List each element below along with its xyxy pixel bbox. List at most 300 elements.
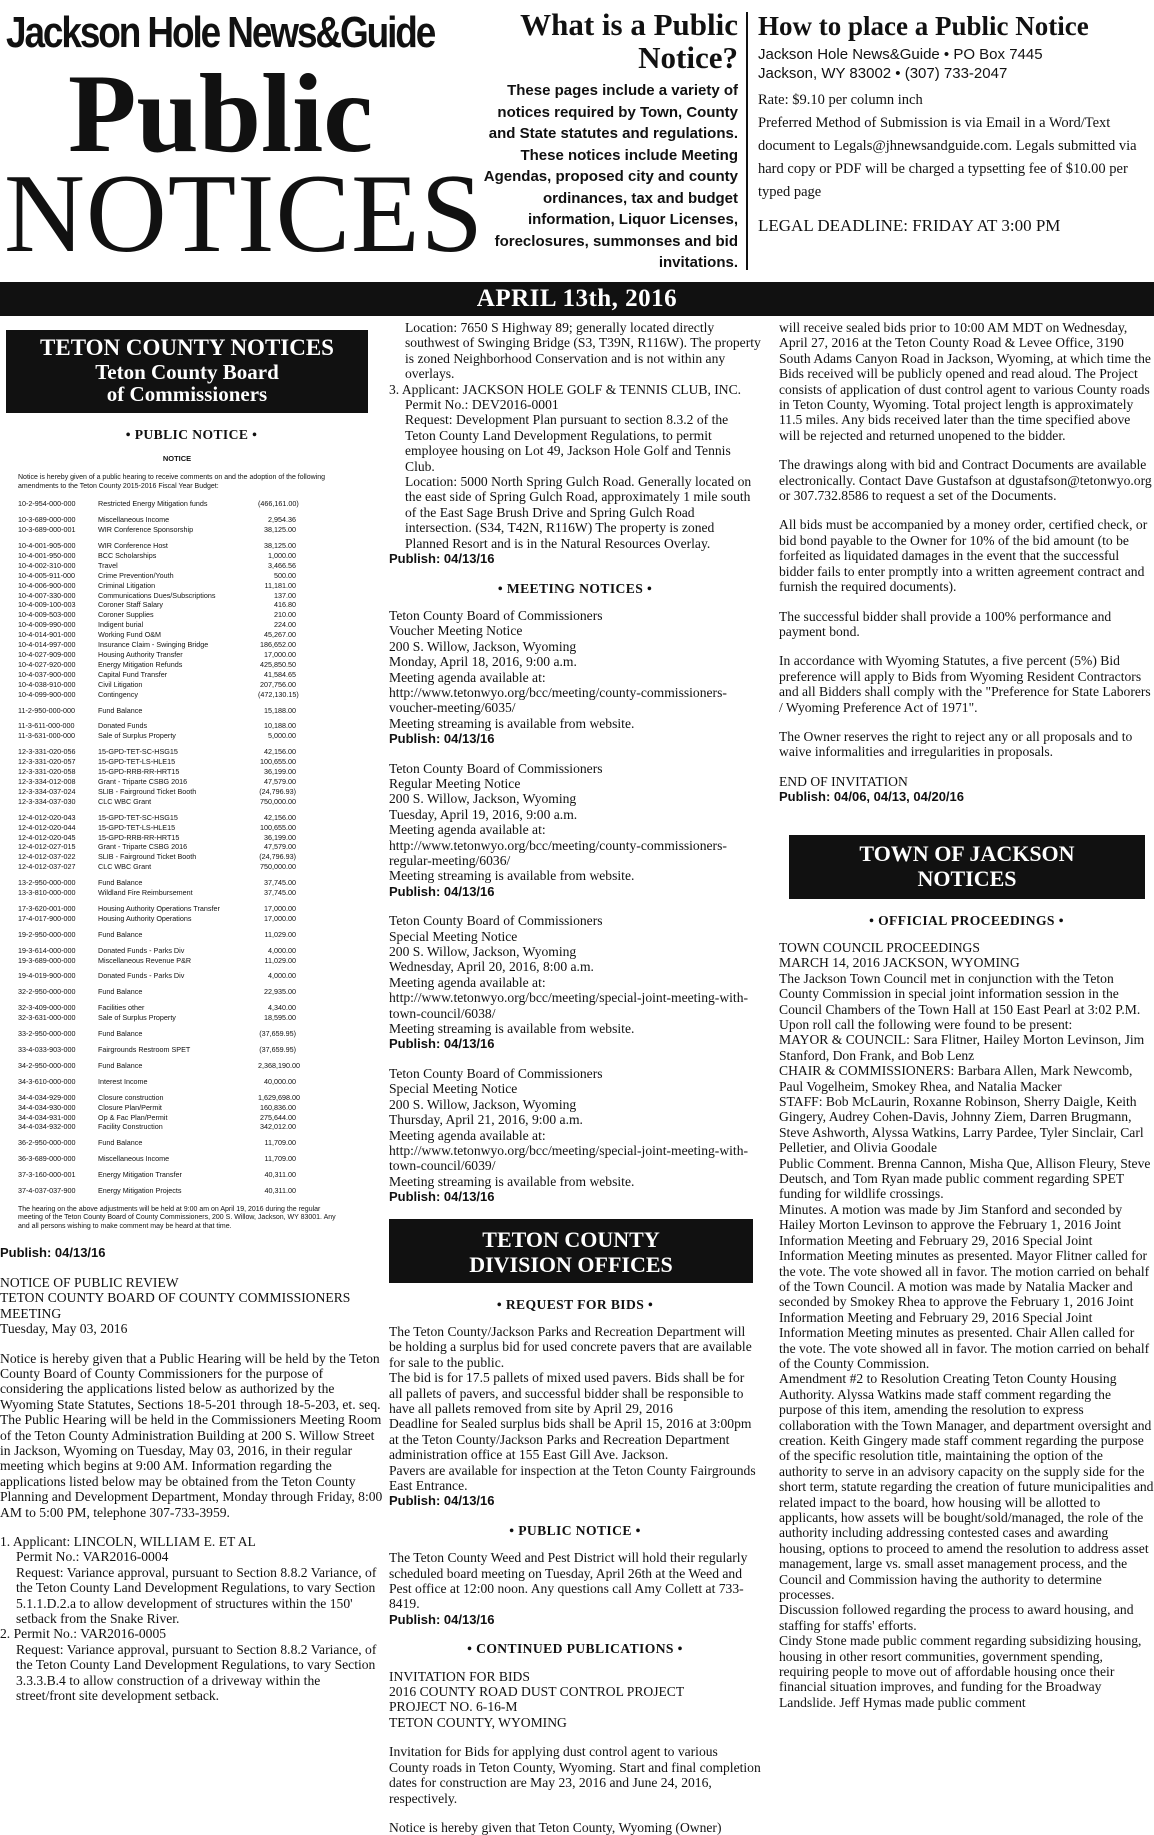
budget-row (18, 833, 336, 843)
invitation-title-2: 2016 COUNTY ROAD DUST CONTROL PROJECT (389, 1684, 685, 1700)
brand-block (4, 8, 506, 276)
budget-account: 19-3-689-000-000 (18, 955, 76, 965)
item-3-location: Location: 5000 North Spring Gulch Road. Generally located on the east side of Spring Gulch Road, approximately 1 mile south of the East Sage Brush Drive and Spring Gulch Road intersection. (S34, T42N, R116W) The property is zoned Planned Resort and is in the Natural Resources Overlay. (405, 474, 752, 551)
budget-amount: 11,709.00 (264, 1138, 296, 1148)
budget-description: Fund Balance (98, 1060, 143, 1070)
continued-publications-heading: • CONTINUED PUBLICATIONS • (467, 1641, 683, 1657)
budget-description: 15-GPD-RRB-RR-HRT15 (98, 832, 180, 842)
budget-row (18, 987, 336, 997)
budget-amount: 100,655.00 (260, 757, 296, 767)
budget-account: 12-3-334-012-008 (18, 776, 76, 786)
budget-description: Working Fund O&M (98, 630, 161, 640)
meeting-line: Meeting streaming is available from website. (389, 1173, 635, 1189)
budget-amount: 37,745.00 (264, 888, 296, 898)
budget-row (18, 640, 336, 650)
how-to-box (758, 10, 1150, 236)
what-is-body: These pages include a variety of notices required by Town, County and State statutes and regulations. These notices include Meeting Agendas, proposed city and county ordinances, tax and budget information, Liquor Licenses, foreclosures, summonses and bid invitations. (483, 82, 738, 271)
budget-row (18, 591, 336, 601)
budget-amount: 3,466.56 (268, 560, 296, 570)
budget-description: Energy Mitigation Transfer (98, 1170, 182, 1180)
budget-description: SLIB - Fairground Ticket Booth (98, 852, 197, 862)
budget-description: 15-GPD-TET-LS-HLE15 (98, 757, 176, 767)
banner-subtitle-1: Teton County Board (95, 360, 279, 384)
budget-account: 32-2-950-000-000 (18, 987, 76, 997)
budget-account: 34-2-950-000-000 (18, 1060, 76, 1070)
budget-row (18, 1061, 336, 1071)
budget-row (18, 823, 336, 833)
publish-line: Publish: 04/13/16 (389, 551, 495, 567)
budget-amount: 45,267.00 (264, 630, 296, 640)
publish-line: Publish: 04/13/16 (389, 883, 495, 899)
budget-amount: 15,188.00 (264, 705, 296, 715)
budget-notice (18, 454, 336, 1231)
vertical-divider (746, 12, 748, 270)
budget-account: 36-2-950-000-000 (18, 1138, 76, 1148)
budget-amount: 11,709.00 (264, 1154, 296, 1164)
budget-intro: Notice is hereby given of a public hearing to receive comments on and the adoption of the following amendments to the Teton County 2015-2016 Fiscal Year Budget: (18, 474, 326, 490)
budget-description: Sale of Surplus Property (98, 1013, 176, 1023)
budget-row (18, 956, 336, 966)
budget-description: Donated Funds - Parks Div (98, 945, 185, 955)
budget-row (18, 797, 336, 807)
meeting-agenda-link[interactable]: Meeting agenda available at: http://www.tetonwyo.org/bcc/meeting/special-joint-meeting-with-town-council/6039/ (389, 1127, 749, 1174)
budget-amount: 17,000.00 (264, 650, 296, 659)
meeting-agenda-link[interactable]: Meeting agenda available at: http://www.tetonwyo.org/bcc/meeting/county-commissioners-regular-meeting/6036/ (389, 822, 727, 868)
budget-description: Miscellaneous Income (98, 1154, 170, 1164)
contact-address (758, 45, 1150, 83)
budget-account: 36-3-689-000-000 (18, 1154, 76, 1164)
budget-account: 12-3-331-020-058 (18, 767, 76, 777)
town-of-jackson-banner (789, 835, 1145, 899)
budget-description: Capital Fund Transfer (98, 669, 168, 679)
budget-description: WIR Conference Host (98, 541, 168, 551)
meeting-line: Meeting streaming is available from website. (389, 1021, 635, 1037)
public-notice-heading: • PUBLIC NOTICE • (125, 427, 258, 442)
budget-account: 32-3-409-000-000 (18, 1003, 76, 1013)
invitation-continued-6: The Owner reserves the right to reject any or all proposals and to waive informalities and irregularities in proposals. (779, 728, 1133, 760)
budget-account: 34-4-034-932-000 (18, 1122, 76, 1132)
budget-row (18, 581, 336, 591)
review-heading-1: NOTICE OF PUBLIC REVIEW (0, 1274, 179, 1290)
budget-account: 10-4-001-905-000 (18, 541, 76, 551)
meeting-line: Tuesday, April 19, 2016, 9:00 a.m. (389, 806, 578, 822)
budget-description: Interest Income (98, 1076, 148, 1086)
budget-description: Travel (98, 560, 118, 570)
banner-subtitle-2: of Commissioners (106, 382, 268, 406)
meeting-line: Special Meeting Notice (389, 928, 518, 944)
item-3-permit: Permit No.: DEV2016-0001 (405, 397, 559, 413)
column-3 (779, 320, 1154, 1790)
budget-amount: 40,311.00 (264, 1170, 296, 1180)
budget-row (18, 630, 336, 640)
budget-amount: 42,156.00 (264, 747, 296, 757)
budget-row (18, 670, 336, 680)
budget-account: 10-4-099-900-000 (18, 689, 76, 699)
budget-description: Energy Mitigation Projects (98, 1186, 182, 1196)
item-3-applicant: 3. Applicant: JACKSON HOLE GOLF & TENNIS CLUB, INC. (389, 381, 742, 397)
meeting-line: Special Meeting Notice (389, 1081, 518, 1097)
budget-description: 15-GPD-TET-SC-HSG15 (98, 812, 178, 822)
what-is-box (470, 8, 738, 274)
notices-heading: NOTICES (4, 152, 484, 276)
budget-account: 17-3-620-001-000 (18, 903, 76, 913)
cindy-stone-comment: Cindy Stone made public comment regarding subsidizing housing, housing in other resort communities, government spending, requiring people to move out of affordable housing once their financial situation improves, and funding for the Broadway Landslide. Jeff Hymas made public comment (779, 1633, 1142, 1710)
budget-account: 10-4-001-950-000 (18, 550, 76, 560)
budget-row (18, 1138, 336, 1148)
masthead (0, 0, 1154, 278)
budget-amount: 17,000.00 (264, 913, 296, 923)
budget-row (18, 878, 336, 888)
budget-description: Fund Balance (98, 987, 143, 997)
budget-row (18, 862, 336, 872)
mayor-council: MAYOR & COUNCIL: Sara Flitner, Hailey Morton Levinson, Jim Stanford, Don Frank, and Bob Lenz (779, 1032, 1145, 1063)
budget-description: WIR Conference Sponsorship (98, 525, 194, 535)
budget-row (18, 747, 336, 757)
budget-account: 10-4-009-990-000 (18, 620, 76, 630)
official-proceedings-heading: • OFFICIAL PROCEEDINGS • (869, 912, 1064, 928)
budget-account: 12-3-334-037-024 (18, 786, 76, 796)
budget-amount: 18,595.00 (264, 1013, 296, 1023)
budget-row (18, 690, 336, 700)
budget-amount: (37,659.95) (259, 1045, 296, 1054)
meeting-line: 200 S. Willow, Jackson, Wyoming (389, 791, 577, 807)
budget-amount: 17,000.00 (264, 903, 296, 913)
submission-method-text: Preferred Method of Submission is via Email in a Word/Text document to Legals@jhnewsandguide.com. Legals submitted via hard copy or PDF will be charged a typsetting fee of $10.00 per typed page (758, 115, 1137, 200)
proceedings-body: The Jackson Town Council met in conjunction with the Teton County Commission in special joint information session in the Council Chambers of the Town Hall at 150 East Pearl at 3:02 P.M. Upon roll call the following were found to be present: (779, 970, 1141, 1032)
bids-body-4: Pavers are available for inspection at the Teton County Fairgrounds East Entrance. (389, 1462, 756, 1493)
budget-amount: 425,850.50 (260, 659, 296, 669)
invitation-continued-1: will receive sealed bids prior to 10:00 AM MDT on Wednesday, April 27, 2016 at the Teton County Road & Levee Office, 3190 South Adams Canyon Road in Jackson, Wyoming, at which time the Bids received will be publicly opened and read aloud. The Project consists of application of dust control agent to various County roads in Teton County, Wyoming. Total project length is approximately 11.5 miles. Any bids received later than the time specified above will be rejected and returned unopened to the bidder. (779, 320, 1151, 443)
public-comment: Public Comment. Brenna Cannon, Misha Que, Allison Fleury, Steve Deutsch, and Tom Ryan made public comment regarding SPET funding for wildlife crossings. (779, 1155, 1151, 1202)
item-1-permit: Permit No.: VAR2016-0004 (16, 1549, 169, 1565)
budget-amount: (24,796.93) (259, 786, 296, 796)
budget-account: 11-2-950-000-000 (18, 705, 76, 715)
budget-description: Grant - Triparte CSBG 2016 (98, 842, 188, 852)
budget-amount: 137.00 (274, 590, 296, 600)
budget-account: 12-4-012-037-022 (18, 852, 76, 862)
budget-amount: (472,130.15) (258, 689, 299, 699)
budget-row (18, 946, 336, 956)
budget-description: Housing Authority Operations Transfer (98, 903, 220, 913)
budget-description: Communications Dues/Subscriptions (98, 590, 216, 600)
invitation-continued-3: All bids must be accompanied by a money order, certified check, or bid bond payable to the Owner for 10% of the bid amount (to be forfeited as liquidated damages in the event that the successful bidder fails to enter promptly into a written agreement contract and furnish the required documents). (779, 517, 1148, 595)
budget-description: Grant - Triparte CSBG 2016 (98, 776, 188, 786)
budget-account: 10-4-009-503-000 (18, 610, 76, 620)
budget-amount: 36,199.00 (264, 832, 296, 842)
bids-body-1: The Teton County/Jackson Parks and Recreation Department will be holding a surplus bid for used concrete pavers that are available for sale to the public. (389, 1323, 752, 1370)
budget-account: 32-3-631-000-000 (18, 1013, 76, 1023)
budget-row (18, 525, 336, 535)
budget-amount: 750,000.00 (260, 796, 296, 806)
budget-amount: 47,579.00 (264, 776, 296, 786)
budget-row (18, 1103, 336, 1113)
what-is-title: What is a Public Notice? (520, 7, 738, 75)
budget-amount: 36,199.00 (264, 767, 296, 777)
budget-amount: (24,796.93) (259, 852, 296, 862)
staff-list: STAFF: Bob McLaurin, Roxanne Robinson, Sherry Daigle, Keith Gingery, Audrey Cohen-Davis, Johnny Ziem, Darren Brugmann, Steve Ashworth, Alyssa Watkins, Larry Pardee, Tyler Sinclair, Carl Pelletier, and Olivia Goodale (779, 1094, 1144, 1156)
budget-description: 15-GPD-TET-SC-HSG15 (98, 747, 178, 757)
budget-description: Miscellaneous Income (98, 515, 170, 525)
division-offices-banner (389, 1219, 753, 1283)
budget-description: Facility Construction (98, 1122, 163, 1132)
budget-row (18, 1045, 336, 1055)
budget-description: Housing Authority Operations (98, 913, 192, 923)
meeting-line: Regular Meeting Notice (389, 775, 521, 791)
budget-account: 12-4-012-020-043 (18, 812, 76, 822)
invitation-body: Invitation for Bids for applying dust control agent to various County roads in Teton County, Wyoming. Start and final completion dates for construction are May 23, 2016 and June 24, 2016, respectively. (389, 1744, 761, 1806)
budget-account: 12-4-012-037-027 (18, 862, 76, 872)
review-body: Notice is hereby given that a Public Hearing will be held by the Teton County Board of County Commissioners for the purpose of considering the applications listed below as authorized by the Wyoming State Statutes, Sections 18-5-201 through 18-5-203, et. seq. The Public Hearing will be held in the Commissioners Meeting Room of the Teton County Administration Building at 200 S. Willow Street in Jackson, Wyoming on Tuesday, May 03, 2016, in their regular meeting which begins at 9:00 AM. Information regarding the applications listed below may be obtained from the Teton County Planning and Development Department, Monday through Friday, 8:00 AM to 5:00 PM, telephone 307-733-3959. (0, 1350, 383, 1520)
item-1-request: Request: Variance approval, pursuant to Section 8.8.2 Variance, of the Teton County Land Development Regulations, to vary Section 5.1.1.D.2.a to allow development of structures within the 150' setback from the Snake River. (16, 1564, 377, 1626)
budget-amount: 22,935.00 (264, 987, 296, 997)
meeting-line: Thursday, April 21, 2016, 9:00 a.m. (389, 1112, 583, 1128)
budget-account: 34-4-034-929-000 (18, 1092, 76, 1102)
budget-account: 19-3-614-000-000 (18, 945, 76, 955)
budget-row (18, 600, 336, 610)
meeting-line: 200 S. Willow, Jackson, Wyoming (389, 944, 577, 960)
budget-amount: 2,368,190.00 (258, 1060, 300, 1070)
budget-row (18, 1113, 336, 1123)
budget-description: Sale of Surplus Property (98, 731, 176, 741)
budget-amount: 37,745.00 (264, 878, 296, 888)
end-of-invitation: END OF INVITATION (779, 773, 908, 789)
budget-amount: 41,584.65 (264, 669, 296, 679)
banner-title: TETON COUNTY NOTICES (40, 335, 334, 360)
budget-description: Coroner Supplies (98, 610, 154, 620)
budget-row (18, 571, 336, 581)
budget-description: Fund Balance (98, 705, 143, 715)
meeting-line: Teton County Board of Commissioners (389, 607, 603, 623)
budget-row (18, 660, 336, 670)
request-for-bids-heading: • REQUEST FOR BIDS • (496, 1296, 654, 1312)
budget-row (18, 904, 336, 914)
meeting-notices-heading: • MEETING NOTICES • (497, 580, 653, 596)
proceedings-title-2: MARCH 14, 2016 JACKSON, WYOMING (779, 955, 1020, 971)
publish-line: Publish: 04/06, 04/13, 04/20/16 (779, 789, 965, 805)
budget-description: Donated Funds - Parks Div (98, 971, 185, 981)
budget-amount: (37,659.95) (259, 1029, 296, 1039)
budget-account: 10-4-005-911-000 (18, 570, 76, 580)
budget-row (18, 541, 336, 551)
meeting-agenda-link[interactable]: Meeting agenda available at: http://www.tetonwyo.org/bcc/meeting/special-joint-meeting-with-town-council/6038/ (389, 974, 749, 1021)
budget-amount: 500.00 (274, 570, 296, 580)
budget-description: Closure Plan/Permit (98, 1102, 162, 1112)
meeting-line: Teton County Board of Commissioners (389, 760, 603, 776)
paper-name-logo: Jackson Hole News&Guide (6, 8, 435, 57)
budget-account: 12-4-012-020-045 (18, 832, 76, 842)
budget-row (18, 561, 336, 571)
budget-amount: 416.80 (274, 600, 296, 610)
public-notice-heading-2: • PUBLIC NOTICE • (509, 1522, 641, 1538)
meeting-line: Meeting streaming is available from website. (389, 715, 635, 731)
invitation-title-4: TETON COUNTY, WYOMING (389, 1714, 567, 1730)
budget-account: 10-4-027-920-000 (18, 659, 76, 669)
budget-description: 15-GPD-TET-LS-HLE15 (98, 822, 176, 832)
budget-row (18, 721, 336, 731)
budget-account: 10-3-689-000-000 (18, 515, 76, 525)
invitation-continued-5: In accordance with Wyoming Statutes, a five percent (5%) Bid preference will apply to Bids from Wyoming Resident Contractors and all Bidders shall comply with the "Preference for State Laborers / Wyoming Preference Act of 1971". (779, 653, 1151, 715)
bids-body-2: The bid is for 17.5 pallets of mixed used pavers. Bids shall be for all pallets of pavers, and successful bidder shall be responsible to have all pallets removed from site by April 29, 2016 (389, 1370, 745, 1416)
address-line-1: Jackson Hole News&Guide • PO Box 7445 (758, 46, 1043, 63)
budget-row (18, 706, 336, 716)
budget-account: 10-4-007-330-000 (18, 590, 76, 600)
invitation-body-2: Notice is hereby given that Teton County, Wyoming (Owner) (389, 1819, 722, 1835)
budget-amount: 275,644.00 (260, 1112, 296, 1122)
budget-amount: 40,000.00 (264, 1076, 296, 1086)
budget-account: 11-3-631-000-000 (18, 731, 76, 741)
review-date: Tuesday, May 03, 2016 (0, 1321, 128, 1337)
budget-description: 15-GPD-RRB-RR-HRT15 (98, 767, 180, 777)
budget-amount: 750,000.00 (260, 862, 296, 872)
budget-row (18, 620, 336, 630)
budget-description: SLIB - Fairground Ticket Booth (98, 786, 197, 796)
meeting-line: Monday, April 18, 2016, 9:00 a.m. (389, 654, 577, 670)
budget-description: Criminal Litigation (98, 580, 156, 590)
meeting-line: Teton County Board of Commissioners (389, 1065, 603, 1081)
budget-row (18, 1154, 336, 1164)
invitation-title-1: INVITATION FOR BIDS (389, 1668, 530, 1684)
budget-footer: The hearing on the above adjustments will be held at 9:00 am on April 19, 2016 during the regular meeting of the Teton County Board of County Commissioners, 200 S. Willow, Jackson, WY 83001. Any and all persons wishing to make comment may be heard at that time. (18, 1205, 336, 1230)
budget-description: CLC WBC Grant (98, 862, 152, 872)
budget-account: 10-4-009-100-003 (18, 600, 76, 610)
budget-account: 34-4-034-931-000 (18, 1112, 76, 1122)
meeting-line: Voucher Meeting Notice (389, 623, 523, 639)
meeting-agenda-link[interactable]: Meeting agenda available at: http://www.tetonwyo.org/bcc/meeting/county-commissioners-voucher-meeting/6035/ (389, 669, 727, 716)
item-3-request: Request: Development Plan pursuant to section 8.3.2 of the Teton County Land Development Regulations, to permit employee housing on Lot 49, Jackson Hole Golf and Tennis Club. (405, 412, 731, 474)
column-2 (389, 320, 761, 1835)
budget-amount: (466,161.00) (258, 499, 299, 509)
minutes: Minutes. A motion was made by Jim Stanford and seconded by Hailey Morton Levinson to approve the February 1, 2016 Joint Information Meeting and February 29, 2016 Special Joint Information Meeting minutes as presented. Mayor Flitner called for the vote. The vote showed all in favor. The motion carried on behalf of the Town Council. A motion was made by Natalia Macker and seconded by Smokey Rhea to approve the February 1, 2016 Joint Information Meeting and February 29, 2016 Special Joint Information Meeting minutes as presented. Chair Allen called for the vote. The vote showed all in favor. The motion carried on behalf of the County Commission. (779, 1201, 1150, 1371)
budget-description: Fund Balance (98, 929, 143, 939)
budget-amount: 186,652.00 (260, 640, 296, 650)
budget-amount: 2,954.36 (268, 515, 296, 525)
budget-account: 10-4-006-900-000 (18, 580, 76, 590)
budget-table (18, 499, 336, 1196)
budget-account: 13-3-810-000-000 (18, 888, 76, 898)
budget-account: 10-4-027-909-000 (18, 650, 76, 659)
budget-amount: 10,188.00 (264, 721, 296, 731)
budget-row (18, 930, 336, 940)
budget-row (18, 1013, 336, 1023)
budget-description: CLC WBC Grant (98, 796, 152, 806)
budget-description: Housing Authority Transfer (98, 650, 183, 659)
budget-account: 34-4-034-930-000 (18, 1102, 76, 1112)
item-2-permit: 2. Permit No.: VAR2016-0005 (0, 1626, 167, 1642)
budget-amount: 5,000.00 (268, 731, 296, 741)
budget-row (18, 1029, 336, 1039)
division-banner-line-2: DIVISION OFFICES (469, 1251, 673, 1277)
legal-deadline: LEGAL DEADLINE: FRIDAY AT 3:00 PM (758, 216, 1061, 235)
address-line-2: Jackson, WY 83002 • (307) 733-2047 (758, 65, 1008, 82)
town-banner-line-1: TOWN OF JACKSON (859, 840, 1075, 866)
budget-row (18, 551, 336, 561)
item-2-location: Location: 7650 S Highway 89; generally located directly southwest of Swinging Bridge (S3, T39N, R116W). The property is zoned Neighborhood Conservation and is not within any overlays. (405, 320, 761, 382)
budget-row (18, 731, 336, 741)
budget-description: Fund Balance (98, 878, 143, 888)
budget-description: Fairgrounds Restroom SPET (98, 1045, 191, 1054)
budget-description: Fund Balance (98, 1138, 143, 1148)
budget-row (18, 914, 336, 924)
proceedings-title-1: TOWN COUNCIL PROCEEDINGS (779, 939, 980, 955)
budget-row (18, 888, 336, 898)
budget-description: Crime Prevention/Youth (98, 570, 174, 580)
budget-amount: 4,340.00 (268, 1003, 296, 1013)
budget-description: Coroner Staff Salary (98, 600, 163, 610)
invitation-continued-2: The drawings along with bid and Contract Documents are available electronically. Contact Dave Gustafson at dgustafson@tetonwyo.org or 307.732.8586 to request a set of the Documents. (779, 457, 1152, 504)
meeting-notice (389, 1066, 761, 1205)
budget-account: 19-4-019-900-000 (18, 971, 76, 981)
meeting-line: Wednesday, April 20, 2016, 8:00 a.m. (389, 959, 594, 975)
budget-amount: 11,181.00 (264, 580, 296, 590)
budget-description: Energy Mitigation Refunds (98, 659, 183, 669)
meeting-line: 200 S. Willow, Jackson, Wyoming (389, 638, 577, 654)
invitation-continued-4: The successful bidder shall provide a 100% performance and payment bond. (779, 608, 1112, 639)
budget-description: Miscellaneous Revenue P&R (98, 955, 192, 965)
budget-row (18, 650, 336, 660)
budget-description: BCC Scholarships (98, 550, 157, 560)
budget-description: Closure construction (98, 1092, 164, 1102)
rate-text: Rate: $9.10 per column inch (758, 92, 923, 108)
budget-amount: 38,125.00 (264, 541, 296, 551)
budget-amount: 4,000.00 (268, 971, 296, 981)
budget-account: 10-4-038-910-000 (18, 679, 76, 689)
budget-account: 12-4-012-027-015 (18, 842, 76, 852)
budget-account: 11-3-611-000-000 (18, 721, 75, 731)
budget-account: 34-3-610-000-000 (18, 1076, 76, 1086)
budget-account: 12-3-331-020-056 (18, 747, 76, 757)
budget-amount: 42,156.00 (264, 812, 296, 822)
budget-row (18, 499, 336, 509)
budget-row (18, 1077, 336, 1087)
how-to-title: How to place a Public Notice (758, 11, 1089, 41)
publish-line: Publish: 04/13/16 (389, 1493, 495, 1509)
budget-account: 10-2-954-000-000 (18, 499, 76, 509)
budget-row (18, 680, 336, 690)
budget-amount: 47,579.00 (264, 842, 296, 852)
meeting-line: Teton County Board of Commissioners (389, 913, 603, 929)
budget-account: 10-4-014-997-000 (18, 640, 76, 650)
publish-line: Publish: 04/13/16 (389, 731, 495, 747)
budget-account: 10-4-014-901-000 (18, 630, 76, 640)
teton-county-notices-banner (6, 330, 368, 413)
budget-row (18, 767, 336, 777)
budget-amount: 207,756.00 (260, 679, 296, 689)
budget-description: Facilities other (98, 1003, 145, 1013)
public-heading: Public (68, 52, 373, 176)
budget-description: Restricted Energy Mitigation funds (98, 499, 208, 509)
invitation-title-3: PROJECT NO. 6-16-M (389, 1699, 518, 1715)
budget-row (18, 757, 336, 767)
budget-amount: 224.00 (274, 620, 296, 630)
review-heading-2: TETON COUNTY BOARD OF COUNTY COMMISSIONERS MEETING (0, 1290, 351, 1321)
budget-description: Donated Funds (98, 721, 148, 731)
budget-row (18, 1003, 336, 1013)
budget-account: 17-4-017-900-000 (18, 913, 76, 923)
budget-row (18, 777, 336, 787)
meeting-line: 200 S. Willow, Jackson, Wyoming (389, 1096, 577, 1112)
item-2-request: Request: Variance approval, pursuant to Section 8.8.2 Variance, of the Teton County Land Development Regulations, to vary Section 3.3.3.B.4 to allow construction of a driveway within the street/front site development setback. (16, 1641, 377, 1704)
budget-account: 10-3-689-000-001 (18, 525, 76, 535)
budget-description: Insurance Claim - Swinging Bridge (98, 640, 209, 650)
budget-amount: 1,629,698.00 (258, 1092, 300, 1102)
budget-row (18, 1186, 336, 1196)
budget-account: 10-4-002-310-000 (18, 560, 76, 570)
budget-row (18, 515, 336, 525)
budget-amount: 210.00 (274, 610, 296, 620)
item-1-applicant: 1. Applicant: LINCOLN, WILLIAM E. ET AL (0, 1533, 256, 1549)
budget-description: Indigent burial (98, 620, 144, 630)
budget-account: 33-2-950-000-000 (18, 1029, 76, 1039)
